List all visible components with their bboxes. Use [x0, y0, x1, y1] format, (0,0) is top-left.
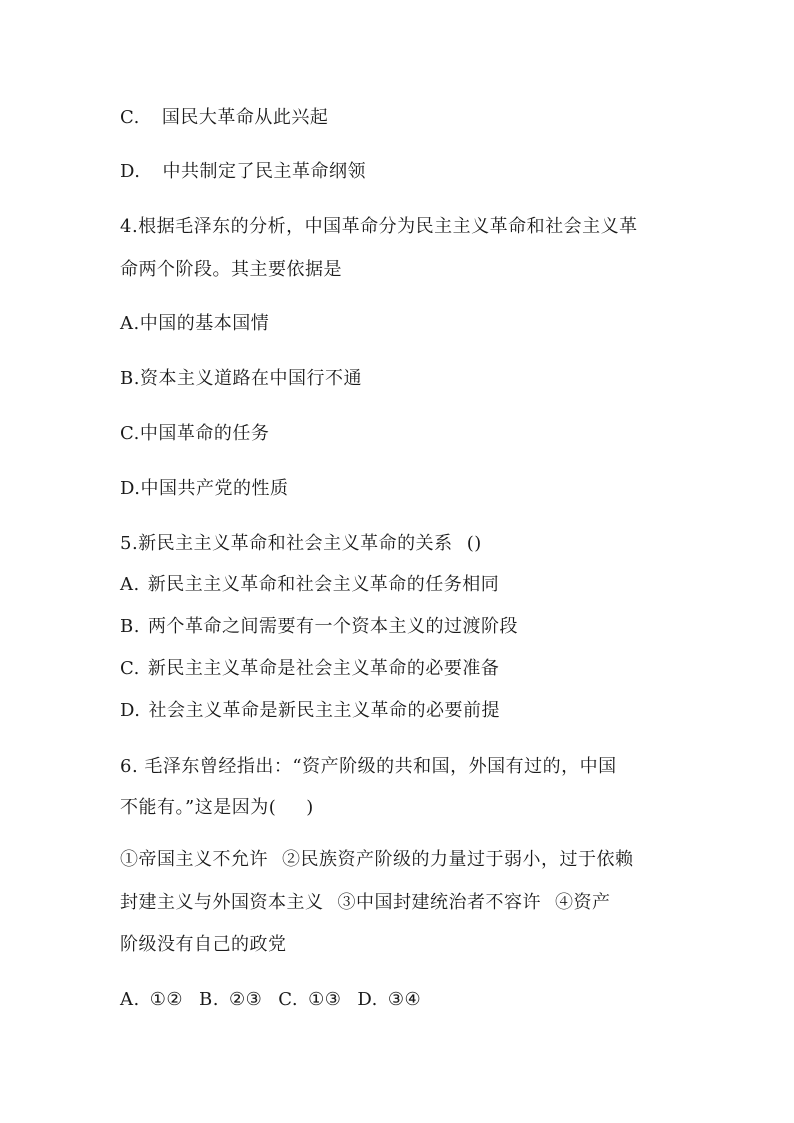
- option-letter: D.: [120, 161, 141, 182]
- statement-4: ④资产: [555, 892, 611, 913]
- q4-stem-line2: 命两个阶段。其主要依据是: [120, 259, 342, 280]
- option-text: ①③: [308, 989, 342, 1010]
- q4-stem-line1: 4.根据毛泽东的分析，中国革命分为民主主义革命和社会主义革: [120, 216, 638, 237]
- q5-stem-text: 5.新民主主义革命和社会主义革命的关系: [120, 533, 453, 554]
- option-text: ①②: [149, 989, 184, 1010]
- option-letter: C.: [278, 989, 299, 1010]
- q6-answer-b: [199, 988, 262, 1012]
- q6-answer-d: [357, 988, 421, 1012]
- q6-statements-line3: 阶级没有自己的政党: [120, 934, 287, 955]
- q6-answer-options: [120, 988, 437, 1012]
- option-text: ③④: [387, 989, 422, 1010]
- option-letter: C.: [120, 658, 140, 679]
- option-letter: D.: [120, 700, 141, 721]
- statement-1: ①帝国主义不允许: [120, 849, 268, 870]
- q3-option-d: [120, 160, 366, 184]
- q5-option-a: [120, 573, 499, 597]
- q6-answer-a: [120, 988, 183, 1012]
- q4-option-a: A.中国的基本国情: [120, 313, 270, 334]
- option-text: 新民主主义革命和社会主义革命的任务相同: [147, 574, 500, 595]
- q6-answer-c: [278, 988, 341, 1012]
- option-letter: C.: [120, 107, 140, 128]
- q6-stem-line1: 6. 毛泽东曾经指出：“资产阶级的共和国，外国有过的，中国: [120, 756, 617, 777]
- q5-option-c: [120, 657, 499, 681]
- option-text: 中共制定了民主革命纲领: [162, 161, 367, 182]
- option-letter: B.: [120, 616, 140, 637]
- q5-option-d: [120, 699, 500, 723]
- option-text: 两个革命之间需要有一个资本主义的过渡阶段: [147, 616, 518, 637]
- q4-option-d: D.中国共产党的性质: [120, 478, 289, 499]
- statement-2: ②民族资产阶级的力量过于弱小，过于依赖: [282, 849, 634, 870]
- option-letter: A.: [120, 574, 140, 595]
- option-letter: B.: [199, 989, 219, 1010]
- answer-paren: (): [466, 533, 482, 554]
- q6-stem-line2: [120, 796, 314, 820]
- answer-paren-close: ): [306, 797, 314, 818]
- option-text: 社会主义革命是新民主主义革命的必要前提: [148, 700, 501, 721]
- option-text: ②③: [228, 989, 263, 1010]
- option-text: 国民大革命从此兴起: [161, 107, 329, 128]
- q5-stem: [120, 532, 482, 556]
- option-text: 新民主主义革命是社会主义革命的必要准备: [147, 658, 500, 679]
- q6-statements-line2: [120, 891, 611, 915]
- q3-option-c: [120, 106, 328, 130]
- option-letter: D.: [357, 989, 378, 1010]
- q6-stem-text: 不能有。”这是因为(: [120, 797, 277, 818]
- q4-option-b: B.资本主义道路在中国行不通: [120, 368, 362, 389]
- q5-option-b: [120, 615, 518, 639]
- option-letter: A.: [120, 989, 140, 1010]
- q6-statements-line1: [120, 848, 634, 872]
- statement-2-cont: 封建主义与外国资本主义: [120, 892, 324, 913]
- q4-option-c: C.中国革命的任务: [120, 423, 270, 444]
- statement-3: ③中国封建统治者不容许: [337, 892, 541, 913]
